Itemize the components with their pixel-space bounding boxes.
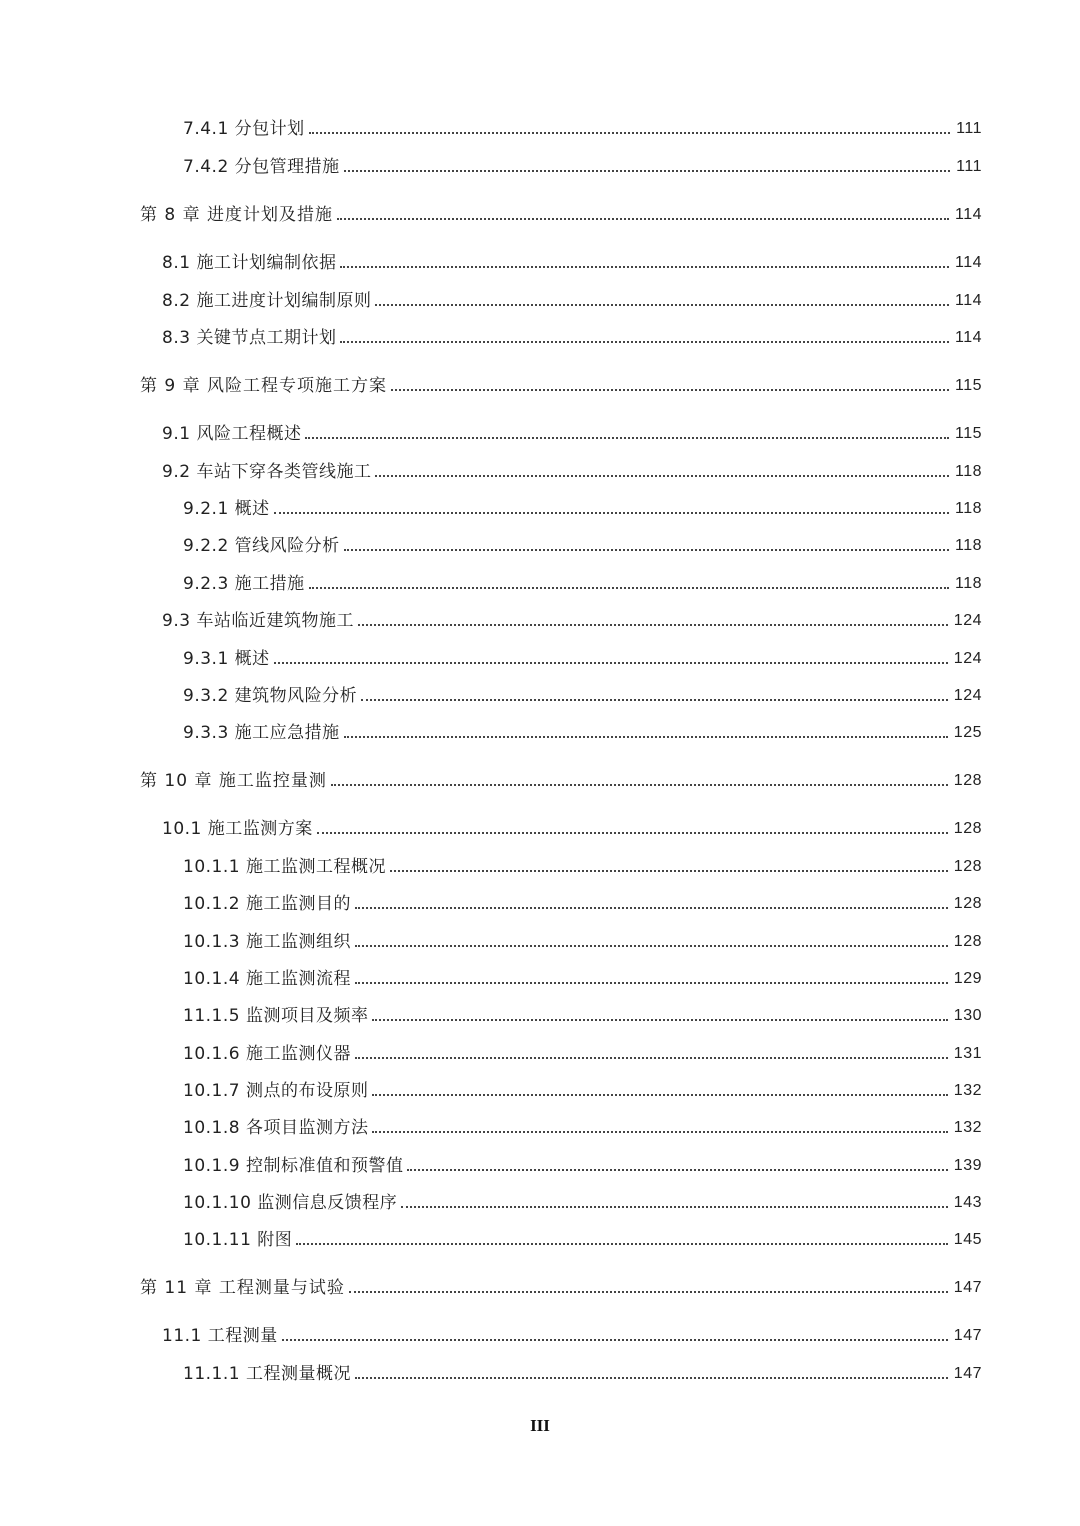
toc-entry-title: 9.3.1 概述 [183, 649, 270, 669]
toc-subsection-entry[interactable] [183, 1221, 982, 1251]
toc-entry-title: 第 8 章 进度计划及措施 [140, 205, 334, 225]
toc-subsection-entry[interactable] [183, 148, 982, 178]
toc-dot-leader [344, 549, 949, 551]
toc-page-number: 114 [954, 329, 982, 346]
toc-page-number: 128 [953, 895, 982, 912]
toc-page-number: 118 [954, 575, 982, 592]
toc-dot-leader [331, 784, 948, 786]
toc-dot-leader [372, 1019, 947, 1021]
toc-dot-leader [375, 304, 949, 306]
toc-page-number: 115 [954, 425, 982, 442]
toc-section-entry[interactable] [162, 453, 982, 483]
toc-subsection-entry[interactable] [183, 1109, 982, 1139]
toc-entry-title: 第 10 章 施工监控量测 [140, 771, 327, 791]
toc-subsection-entry[interactable] [183, 960, 982, 990]
toc-page-number: 128 [953, 858, 982, 875]
toc-chapter-entry[interactable] [140, 196, 982, 226]
toc-entry-title: 10.1.11 附图 [183, 1230, 293, 1250]
toc-subsection-entry[interactable] [183, 677, 982, 707]
toc-dot-leader [355, 945, 948, 947]
toc-dot-leader [296, 1243, 948, 1245]
toc-page-number: 128 [953, 772, 982, 789]
toc-page-number: 124 [953, 650, 982, 667]
toc-page-number: 145 [953, 1231, 982, 1248]
toc-page-number: 128 [953, 820, 982, 837]
page-number-footer: III [530, 1416, 550, 1435]
toc-entry-title: 9.3.2 建筑物风险分析 [183, 686, 358, 706]
toc-dot-leader [358, 624, 948, 626]
toc-subsection-entry[interactable] [183, 110, 982, 140]
toc-dot-leader [340, 341, 949, 343]
toc-subsection-entry[interactable] [183, 527, 982, 557]
toc-page-number: 147 [953, 1327, 982, 1344]
toc-section-entry[interactable] [162, 1317, 982, 1347]
toc-dot-leader [391, 389, 949, 391]
toc-entry-title: 10.1.1 施工监测工程概况 [183, 857, 386, 877]
toc-dot-leader [309, 132, 951, 134]
toc-page-number: 143 [953, 1194, 982, 1211]
toc-entry-title: 10.1.3 施工监测组织 [183, 932, 351, 952]
toc-dot-leader [390, 870, 948, 872]
toc-entry-title: 9.2 车站下穿各类管线施工 [162, 462, 372, 482]
toc-page-number: 124 [953, 612, 982, 629]
toc-page-number: 131 [953, 1045, 982, 1062]
toc-chapter-entry[interactable] [140, 367, 982, 397]
toc-dot-leader [274, 512, 949, 514]
toc-page-number: 118 [954, 537, 982, 554]
toc-dot-leader [344, 170, 951, 172]
toc-dot-leader [372, 1094, 947, 1096]
toc-page-number: 118 [954, 500, 982, 517]
toc-page-number: 114 [954, 292, 982, 309]
toc-entry-title: 11.1.5 监测项目及频率 [183, 1006, 369, 1026]
toc-page-number: 147 [953, 1365, 982, 1382]
toc-subsection-entry[interactable] [183, 1147, 982, 1177]
toc-page-number: 139 [953, 1157, 982, 1174]
toc-entry-title: 11.1.1 工程测量概况 [183, 1364, 351, 1384]
toc-page-number: 147 [953, 1279, 982, 1296]
toc-dot-leader [375, 475, 949, 477]
toc-dot-leader [407, 1169, 947, 1171]
toc-entry-title: 10.1.10 监测信息反馈程序 [183, 1193, 398, 1213]
toc-entry-title: 8.3 关键节点工期计划 [162, 328, 337, 348]
toc-page-number: 114 [954, 254, 982, 271]
toc-page-number: 132 [953, 1119, 982, 1136]
toc-entry-title: 第 9 章 风险工程专项施工方案 [140, 376, 388, 396]
toc-subsection-entry[interactable] [183, 848, 982, 878]
toc-dot-leader [349, 1291, 948, 1293]
toc-chapter-entry[interactable] [140, 1269, 982, 1299]
toc-entry-title: 9.3 车站临近建筑物施工 [162, 611, 354, 631]
toc-dot-leader [355, 1377, 948, 1379]
toc-dot-leader [305, 437, 949, 439]
toc-entry-title: 9.1 风险工程概述 [162, 424, 302, 444]
toc-section-entry[interactable] [162, 319, 982, 349]
toc-page-number: 124 [953, 687, 982, 704]
toc-subsection-entry[interactable] [183, 714, 982, 744]
toc-dot-leader [355, 907, 948, 909]
toc-entry-title: 10.1.9 控制标准值和预警值 [183, 1156, 404, 1176]
toc-entry-title: 9.3.3 施工应急措施 [183, 723, 340, 743]
toc-subsection-entry[interactable] [183, 1072, 982, 1102]
toc-entry-title: 第 11 章 工程测量与试验 [140, 1278, 345, 1298]
toc-subsection-entry[interactable] [183, 565, 982, 595]
toc-entry-title: 10.1 施工监测方案 [162, 819, 313, 839]
toc-entry-title: 9.2.3 施工措施 [183, 574, 305, 594]
toc-subsection-entry[interactable] [183, 923, 982, 953]
toc-page-number: 128 [953, 933, 982, 950]
toc-dot-leader [340, 266, 949, 268]
toc-entry-title: 8.2 施工进度计划编制原则 [162, 291, 372, 311]
toc-subsection-entry[interactable] [183, 1184, 982, 1214]
toc-dot-leader [361, 699, 948, 701]
toc-page-number: 115 [954, 377, 982, 394]
toc-section-entry[interactable] [162, 415, 982, 445]
toc-dot-leader [355, 1057, 948, 1059]
toc-dot-leader [344, 736, 948, 738]
toc-dot-leader [355, 982, 948, 984]
toc-entry-title: 7.4.2 分包管理措施 [183, 157, 340, 177]
toc-subsection-entry[interactable] [183, 640, 982, 670]
toc-entry-title: 7.4.1 分包计划 [183, 119, 305, 139]
toc-dot-leader [274, 662, 948, 664]
toc-page-number: 114 [954, 206, 982, 223]
toc-subsection-entry[interactable] [183, 997, 982, 1027]
toc-entry-title: 10.1.4 施工监测流程 [183, 969, 351, 989]
toc-page-number: 125 [953, 724, 982, 741]
toc-page-number: 111 [956, 158, 982, 175]
toc-entry-title: 9.2.2 管线风险分析 [183, 536, 340, 556]
toc-dot-leader [317, 832, 948, 834]
toc-dot-leader [337, 218, 949, 220]
toc-page-number: 130 [953, 1007, 982, 1024]
toc-subsection-entry[interactable] [183, 1035, 982, 1065]
toc-entry-title: 11.1 工程测量 [162, 1326, 278, 1346]
toc-entry-title: 9.2.1 概述 [183, 499, 270, 519]
toc-dot-leader [309, 587, 949, 589]
toc-entry-title: 10.1.8 各项目监测方法 [183, 1118, 369, 1138]
toc-dot-leader [372, 1131, 947, 1133]
toc-entry-title: 10.1.6 施工监测仪器 [183, 1044, 351, 1064]
toc-section-entry[interactable] [162, 244, 982, 274]
toc-entry-title: 8.1 施工计划编制依据 [162, 253, 337, 273]
toc-subsection-entry[interactable] [183, 885, 982, 915]
toc-dot-leader [401, 1206, 948, 1208]
toc-entry-title: 10.1.2 施工监测目的 [183, 894, 351, 914]
toc-section-entry[interactable] [162, 810, 982, 840]
toc-page-number: 111 [956, 120, 982, 137]
toc-page-number: 118 [954, 463, 982, 480]
toc-subsection-entry[interactable] [183, 1355, 982, 1385]
toc-page-number: 132 [953, 1082, 982, 1099]
toc-chapter-entry[interactable] [140, 762, 982, 792]
toc-section-entry[interactable] [162, 602, 982, 632]
toc-section-entry[interactable] [162, 282, 982, 312]
toc-page-number: 129 [953, 970, 982, 987]
toc-entry-title: 10.1.7 测点的布设原则 [183, 1081, 369, 1101]
toc-subsection-entry[interactable] [183, 490, 982, 520]
toc-dot-leader [282, 1339, 948, 1341]
